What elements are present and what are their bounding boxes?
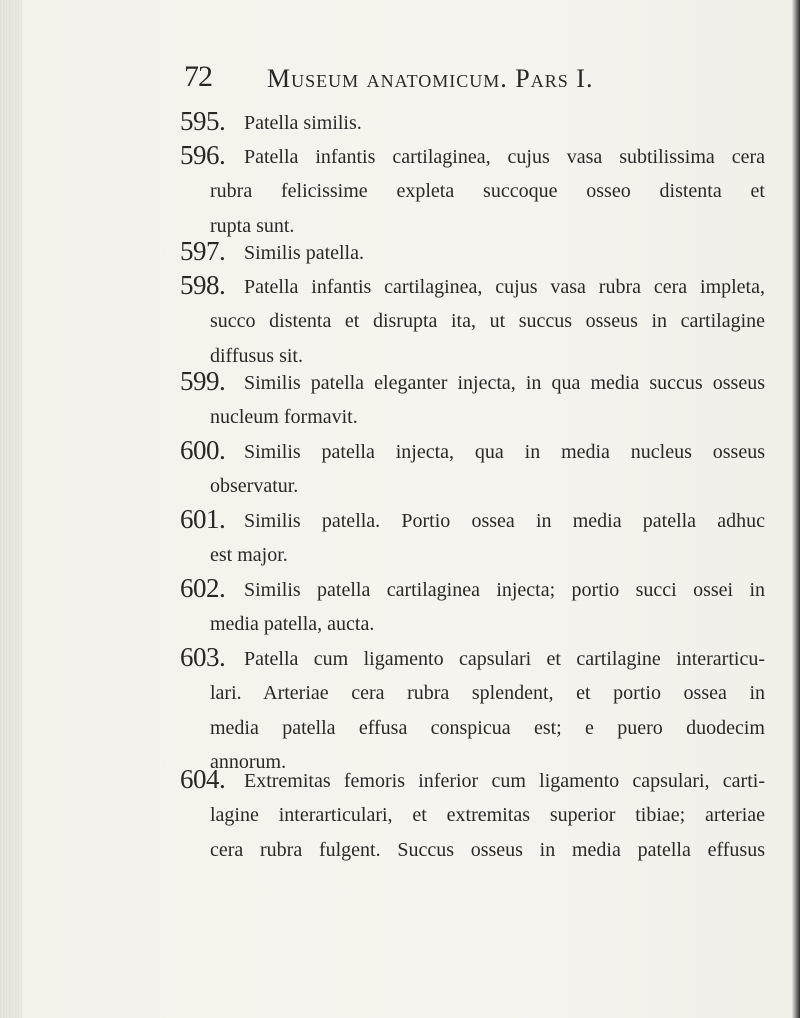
entry-text-line: Similis patella. xyxy=(244,242,364,264)
entry-number: 601. xyxy=(180,504,226,534)
entry-text-line: media patella effusa conspicua est; e puero duodecim xyxy=(210,716,765,739)
entry-text-line: lagine interarticulari, et extremitas superior tibiae; arteriae xyxy=(210,804,765,827)
entry-text-line: Similis patella injecta, qua in media nucleus osseus xyxy=(244,441,765,463)
entry-number: 596. xyxy=(180,140,226,170)
entry-text-line: est major. xyxy=(210,544,288,567)
entry-text-line: succo distenta et disrupta ita, ut succus osseus in cartilagine xyxy=(210,310,765,333)
entry-text-line: cera rubra fulgent. Succus osseus in media patella effusus xyxy=(210,838,765,861)
entry-number: 602. xyxy=(180,573,226,603)
entry-text-line: Patella similis. xyxy=(244,112,362,134)
entry-text-line: rupta sunt. xyxy=(210,214,295,237)
entry-number: 599. xyxy=(180,366,226,396)
entry-number: 600. xyxy=(180,435,226,465)
entry-number: 603. xyxy=(180,642,226,672)
page-number: 72 xyxy=(184,60,212,93)
running-header xyxy=(184,58,664,98)
entry-text-line: annorum. xyxy=(210,750,287,773)
entry-text-line: diffusus sit. xyxy=(210,344,303,367)
entry-text-line: lari. Arteriae cera rubra splendent, et portio ossea in xyxy=(210,682,765,705)
entry-text-line: Patella infantis cartilaginea, cujus vasa rubra cera impleta, xyxy=(244,276,765,298)
page-edge xyxy=(792,0,800,1018)
entry-text-line: Patella cum ligamento capsulari et cartilagine interarticu- xyxy=(244,648,765,670)
entry-text-line: observatur. xyxy=(210,475,299,498)
entry-number: 595. xyxy=(180,106,226,136)
entry-text-line: rubra felicissime expleta succoque osseo distenta et xyxy=(210,180,765,203)
entry-number: 598. xyxy=(180,270,226,300)
book-gutter xyxy=(0,0,22,1018)
running-title: Museum anatomicum. Pars I. xyxy=(267,64,594,93)
entry-number: 597. xyxy=(180,236,226,266)
entry-text-line: Patella infantis cartilaginea, cujus vasa subtilissima cera xyxy=(244,146,765,168)
entry-text-line: nucleum formavit. xyxy=(210,406,358,429)
entry-text-line: Extremitas femoris inferior cum ligamento capsulari, carti- xyxy=(244,770,765,792)
entry-number: 604. xyxy=(180,764,226,794)
entry-text-line: Similis patella cartilaginea injecta; portio succi ossei in xyxy=(244,579,765,601)
entry-text-line: media patella, aucta. xyxy=(210,613,375,636)
entry-text-line: Similis patella eleganter injecta, in qua media succus osseus xyxy=(244,372,765,394)
entry-text-line: Similis patella. Portio ossea in media patella adhuc xyxy=(244,510,765,532)
